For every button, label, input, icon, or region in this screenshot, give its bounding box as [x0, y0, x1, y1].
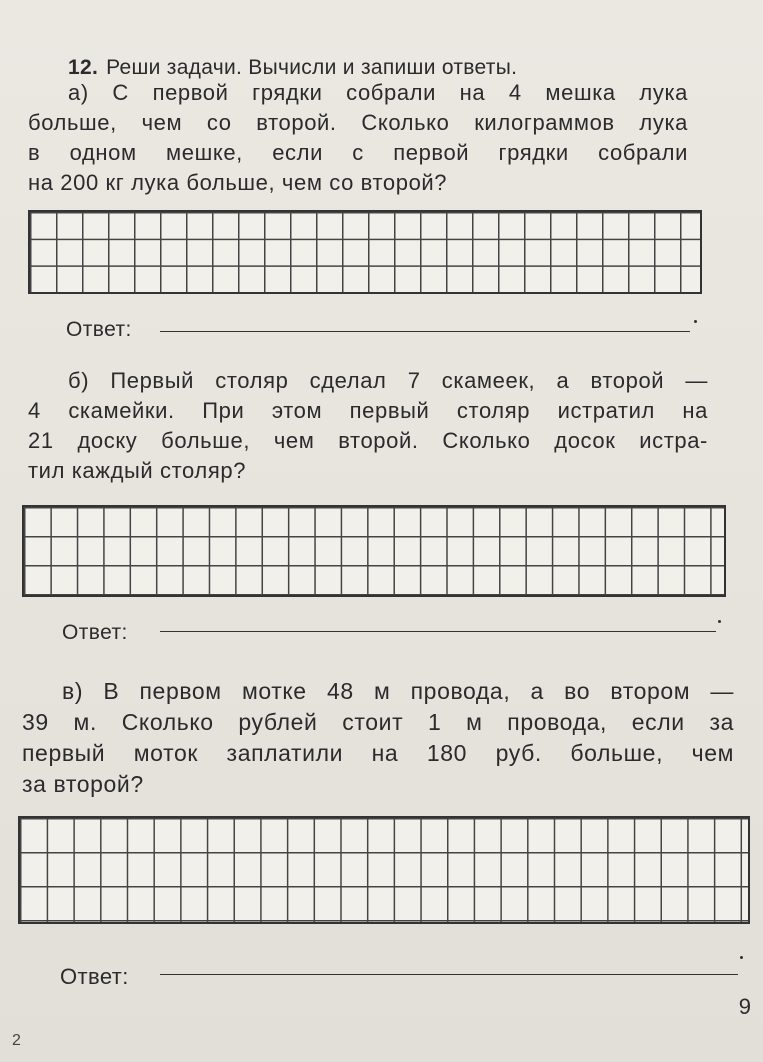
problem-c-answer-label: Ответ: — [60, 964, 129, 989]
problem-b-answer-line[interactable] — [160, 631, 716, 632]
problem-a-work-grid[interactable] — [28, 210, 702, 294]
problem-a-line-1: а) С первой грядки собрали на 4 мешка лука — [68, 80, 688, 105]
problem-c-line-4: за второй? — [22, 771, 144, 797]
problem-a-answer-line[interactable] — [160, 331, 690, 332]
problem-c-line-2: 39 м. Сколько рублей стоит 1 м провода, если за — [22, 709, 734, 735]
problem-b-answer-label: Ответ: — [62, 621, 128, 644]
problem-a-line-2: больше, чем со второй. Сколько килограммов лука — [28, 110, 688, 135]
problem-b-line-2: 4 скамейки. При этом первый столяр истратил на — [28, 398, 708, 423]
problem-a-answer-label: Ответ: — [66, 318, 132, 341]
corner-mark: 2 — [12, 1032, 21, 1049]
page-number: 9 — [738, 994, 751, 1019]
problem-a — [28, 78, 688, 198]
problem-c-line-3: первый моток заплатили на 180 руб. больше, чем — [22, 740, 734, 766]
problem-b-line-1: б) Первый столяр сделал 7 скамеек, а второй — — [68, 368, 708, 393]
problem-a-answer-dot — [694, 320, 697, 323]
problem-b-line-3: 21 доску больше, чем второй. Сколько досок истра- — [28, 428, 708, 453]
problem-a-line-4: на 200 кг лука больше, чем со второй? — [28, 170, 448, 195]
problem-c-answer-line[interactable] — [160, 974, 738, 975]
problem-b-work-grid[interactable] — [22, 505, 726, 597]
task-number: 12. — [68, 56, 99, 79]
task-title — [68, 56, 517, 80]
problem-c-work-grid[interactable] — [18, 816, 750, 924]
problem-b — [28, 366, 708, 486]
problem-c-line-1: в) В первом мотке 48 м провода, а во втором — — [62, 678, 734, 704]
task-instruction: Реши задачи. Вычисли и запиши ответы. — [106, 56, 518, 79]
problem-a-line-3: в одном мешке, если с первой грядки собрали — [28, 140, 688, 165]
problem-c — [22, 676, 734, 800]
problem-c-answer-dot — [740, 956, 743, 959]
problem-b-answer-dot — [718, 620, 721, 623]
problem-b-line-4: тил каждый столяр? — [28, 458, 247, 483]
